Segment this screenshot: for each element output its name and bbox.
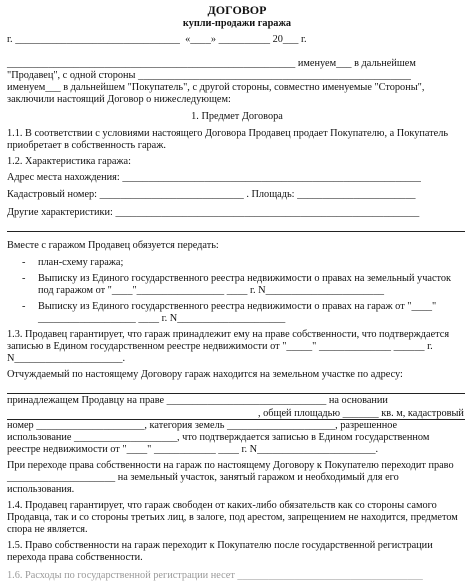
other-characteristics-line: Другие характеристики: ___________________________________________________________ bbox=[7, 207, 420, 218]
section-1-heading: 1. Предмет Договора bbox=[191, 111, 283, 122]
address-field-line: Адрес места нахождения: __________________________________________________________ bbox=[7, 172, 421, 183]
land-line-1: Отчуждаемый по настоящему Договору гараж находится на земельном участке по адресу: bbox=[7, 369, 403, 380]
land-area-fragment: , общей площадью _______ кв. м, кадастровый bbox=[258, 408, 464, 419]
parties-line-1: ________________________________________________________ именуем___ в дальнейшем bbox=[7, 58, 416, 69]
clause-1-3-line-2: записью в Едином государственном реестре недвижимости от "_____" ______________ ______ г. bbox=[7, 341, 433, 352]
transfer-list-intro: Вместе с гаражом Продавец обязуется передать: bbox=[7, 240, 219, 251]
clause-1-1-line-2: приобретает в собственность гараж. bbox=[7, 140, 166, 151]
clause-1-3-line-3: N_____________________. bbox=[7, 353, 126, 364]
clause-1-3-line-1: 1.3. Продавец гарантирует, что гараж принадлежит ему на праве собственности, что подтверждается bbox=[7, 329, 450, 340]
city-date-line: г. ________________________________ «____» __________ 20___ г. bbox=[7, 34, 307, 45]
list-item-3-line-1: Выписку из Единого государственного реестра недвижимости о правах на гараж от "____" bbox=[38, 301, 437, 312]
clause-1-4-line-1: 1.4. Продавец гарантирует, что гараж свободен от каких-либо обязательств как со стороны самого bbox=[7, 500, 437, 511]
land-line-4: использование ____________________, что подтверждается записью в Едином государственном bbox=[7, 432, 430, 443]
list-item-2-line-1: Выписку из Единого государственного реестра недвижимости о правах на земельный участок bbox=[38, 273, 452, 284]
clause-1-1-line-1: 1.1. В соответствии с условиями настоящего Договора Продавец продает Покупателю, а Покупатель bbox=[7, 128, 449, 139]
list-bullet-1: - bbox=[22, 257, 26, 268]
clause-1-2: 1.2. Характеристика гаража: bbox=[7, 156, 131, 167]
clause-1-4-line-2: Продавца, так и со стороны третьих лиц, в залоге, под арестом, запрещением не находится, предметом bbox=[7, 512, 458, 523]
land-line-3: номер _____________________, категория земель _____________________, разрешенное bbox=[7, 420, 398, 431]
clause-1-5-line-2: перехода права собственности. bbox=[7, 552, 143, 563]
list-bullet-3: - bbox=[22, 301, 26, 312]
list-item-1: план-схему гаража; bbox=[38, 257, 124, 268]
blank-rule bbox=[7, 231, 465, 232]
parties-line-2: "Продавец", с одной стороны _____________________________________________________ bbox=[7, 70, 411, 81]
clause-1-6: 1.6. Расходы по государственной регистрации несет ____________________________________ bbox=[7, 570, 423, 581]
parties-line-3: именуем___ в дальнейшем "Покупатель", с другой стороны, совместно именуемые "Стороны", bbox=[7, 82, 425, 93]
list-item-3-line-2: ___________________ ____ г. N_____________________ bbox=[38, 313, 286, 324]
cadastral-area-line: Кадастровый номер: ____________________________ . Площадь: _______________________ bbox=[7, 189, 416, 200]
transfer-line-1: При переходе права собственности на гараж по настоящему Договору к Покупателю переходит право bbox=[7, 460, 454, 471]
list-bullet-2: - bbox=[22, 273, 26, 284]
document-title: ДОГОВОР bbox=[207, 3, 267, 17]
clause-1-4-line-3: спора не является. bbox=[7, 524, 88, 535]
document-subtitle: купли-продажи гаража bbox=[182, 18, 292, 29]
list-item-2-line-2: под гаражом от "____"_________________ ____ г. N_______________________ bbox=[38, 285, 385, 296]
land-line-5: реестре недвижимости от "____" ____________ ____ г. N_______________________. bbox=[7, 444, 379, 455]
land-line-2: принадлежащем Продавцу на праве _______________________________ на основании bbox=[7, 395, 388, 406]
parties-line-4: заключили настоящий Договор о нижеследующем: bbox=[7, 94, 231, 105]
transfer-line-2: _____________________ на земельный участок, занятый гаражом и необходимый для его bbox=[7, 472, 399, 483]
clause-1-5-line-1: 1.5. Право собственности на гараж переходит к Покупателю после государственной регистрации bbox=[7, 540, 433, 551]
address-blank-rule bbox=[7, 393, 465, 394]
transfer-line-3: использования. bbox=[7, 484, 75, 495]
